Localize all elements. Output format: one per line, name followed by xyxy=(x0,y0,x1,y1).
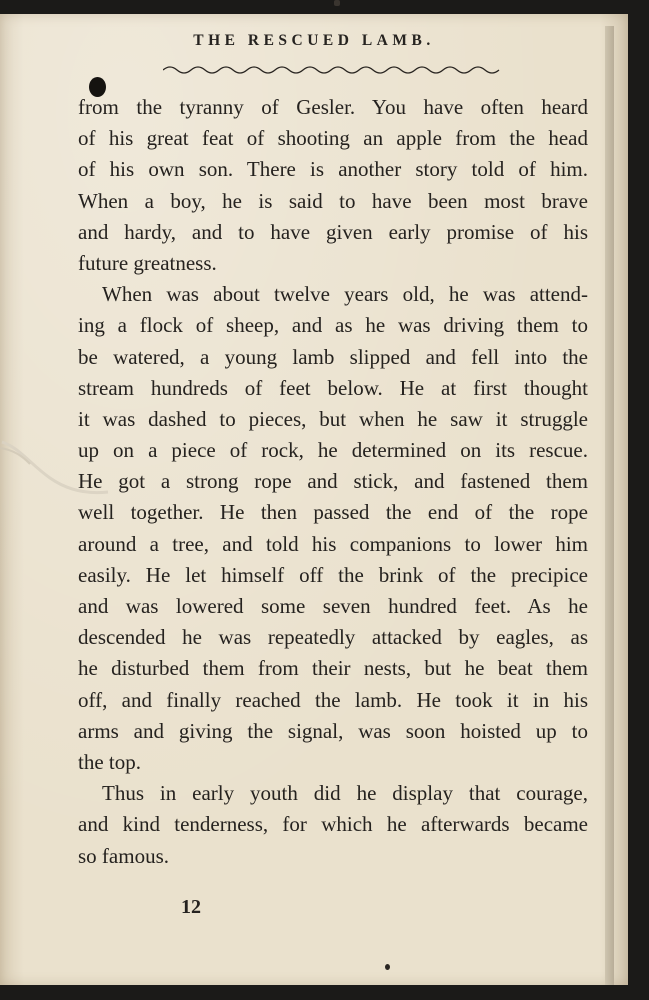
text-line: so famous. xyxy=(78,843,169,868)
text-line: up on a piece of rock, he determined on its rescue. xyxy=(78,438,588,463)
page-number: 12 xyxy=(181,896,201,918)
text-line: of his great feat of shooting an apple from the head xyxy=(78,126,588,151)
text-line: of his own son. There is another story told of him. xyxy=(78,157,588,182)
text-line: well together. He then passed the end of the rope xyxy=(78,500,588,525)
body-text xyxy=(78,92,588,872)
text-line: When a boy, he is said to have been most brave xyxy=(78,188,588,213)
running-header: THE RESCUED LAMB. xyxy=(193,32,435,49)
text-line: descended he was repeatedly attacked by eagles, as xyxy=(78,625,588,650)
ink-speck xyxy=(385,964,390,970)
book-page xyxy=(0,14,628,985)
text-line: and kind tenderness, for which he afterwards became xyxy=(78,812,588,837)
binding-notch xyxy=(334,0,340,6)
text-line: easily. He let himself off the brink of the precipice xyxy=(78,562,588,587)
text-line: be watered, a young lamb slipped and fell into the xyxy=(78,344,588,369)
text-line: and hardy, and to have given early promise of his xyxy=(78,219,588,244)
wavy-rule-ornament xyxy=(163,64,503,76)
text-line: He got a strong rope and stick, and fastened them xyxy=(78,469,588,494)
text-line: the top. xyxy=(78,749,141,774)
page-edge xyxy=(605,26,614,985)
text-line: from the tyranny of Gesler. You have often heard xyxy=(78,95,588,119)
text-line: off, and finally reached the lamb. He took it in his xyxy=(78,687,588,712)
text-line: around a tree, and told his companions to lower him xyxy=(78,531,588,556)
text-line: arms and giving the signal, was soon hoisted up to xyxy=(78,718,588,743)
text-line: it was dashed to pieces, but when he saw it struggle xyxy=(78,406,588,431)
text-line: Thus in early youth did he display that courage, xyxy=(102,781,588,806)
text-line: stream hundreds of feet below. He at first thought xyxy=(78,375,588,400)
text-line: he disturbed them from their nests, but he beat them xyxy=(78,656,588,681)
text-line: When was about twelve years old, he was attend- xyxy=(102,282,588,307)
text-line: and was lowered some seven hundred feet. As he xyxy=(78,594,588,618)
text-line: ing a flock of sheep, and as he was driving them to xyxy=(78,313,588,338)
text-line: future greatness. xyxy=(78,250,217,275)
